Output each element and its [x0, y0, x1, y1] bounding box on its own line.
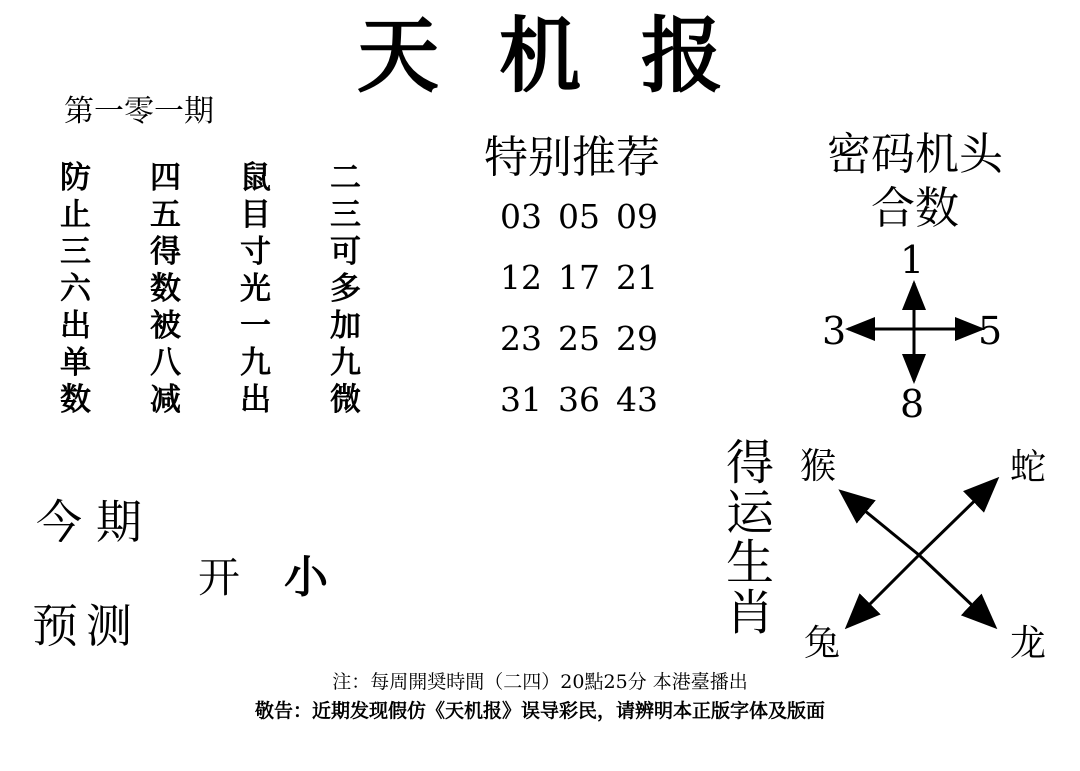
- recommend-number: 17: [558, 258, 600, 297]
- zodiac-top-left: 猴: [800, 446, 837, 487]
- poem-char: 九: [240, 345, 271, 381]
- recommend-numbers: [500, 195, 700, 439]
- poem-char: 止: [60, 197, 91, 233]
- poem-char: 鼠: [240, 160, 271, 196]
- poem-char: 加: [330, 308, 361, 344]
- recommend-number: 25: [558, 319, 600, 358]
- recommend-number: 09: [616, 197, 658, 236]
- poem-char: 防: [60, 160, 91, 196]
- zodiac-bottom-right: 龙: [1010, 623, 1047, 664]
- poem-char: 微: [330, 382, 361, 418]
- poem-char: 二: [330, 160, 361, 196]
- poem-char: 出: [240, 382, 271, 418]
- recommend-number: 21: [616, 258, 658, 297]
- recommend-number: 31: [500, 380, 542, 419]
- poem-char: 单: [60, 345, 91, 381]
- poem-char: 目: [240, 197, 271, 233]
- poem-char: 被: [150, 308, 181, 344]
- recommend-number: 12: [500, 258, 542, 297]
- code-title: 密码机头: [827, 129, 1003, 180]
- forecast-result: 小: [284, 552, 328, 603]
- poem-char: 八: [150, 345, 181, 381]
- forecast-label-bottom: 预测: [32, 599, 140, 653]
- poem-char: 多: [330, 271, 361, 307]
- zodiac-title: 得运生肖: [725, 435, 774, 641]
- poem-grid: [60, 160, 400, 419]
- poem-char: 数: [150, 271, 181, 307]
- poem-char: 数: [60, 382, 91, 418]
- cross-arrows-icon: [840, 275, 990, 385]
- zodiac-cross-arrows-icon: [835, 475, 1005, 635]
- code-number-bottom: 8: [900, 382, 925, 426]
- code-subtitle: 合数: [871, 183, 959, 234]
- poem-char: 三: [330, 197, 361, 233]
- zodiac-top-right: 蛇: [1010, 447, 1047, 488]
- recommend-number: 03: [500, 197, 542, 236]
- forecast-open: 开: [198, 553, 241, 602]
- issue-number: 第一零一期: [64, 94, 214, 129]
- warning-notice: 敬告：近期发现假仿《天机报》误导彩民，请辨明本正版字体及版面: [254, 700, 825, 722]
- poem-char: 三: [60, 234, 91, 270]
- poem-char: 光: [240, 271, 271, 307]
- poem-char: 寸: [240, 234, 271, 270]
- zodiac-bottom-left: 兔: [804, 623, 841, 664]
- recommend-number: 36: [558, 380, 600, 419]
- poem-char: 减: [150, 382, 181, 418]
- recommend-number: 29: [616, 319, 658, 358]
- poem-char: 一: [240, 308, 271, 344]
- code-number-left: 3: [822, 309, 847, 353]
- code-number-top: 1: [900, 238, 925, 282]
- poem-char: 五: [150, 197, 181, 233]
- recommend-number: 23: [500, 319, 542, 358]
- code-number-right: 5: [978, 309, 1003, 353]
- poem-char: 得: [150, 234, 181, 270]
- newspaper-title: 天机报: [356, 8, 783, 104]
- forecast-label-top: 今期: [36, 495, 156, 549]
- poem-char: 四: [150, 160, 181, 196]
- recommend-number: 43: [616, 380, 658, 419]
- poem-char: 九: [330, 345, 361, 381]
- recommend-number: 05: [558, 197, 600, 236]
- poem-char: 可: [330, 234, 361, 270]
- poem-char: 出: [60, 308, 91, 344]
- poem-char: 六: [60, 271, 91, 307]
- broadcast-note: 注：每周開奨時間（二四）20點25分 本港臺播出: [332, 671, 748, 693]
- recommend-title: 特别推荐: [484, 132, 660, 183]
